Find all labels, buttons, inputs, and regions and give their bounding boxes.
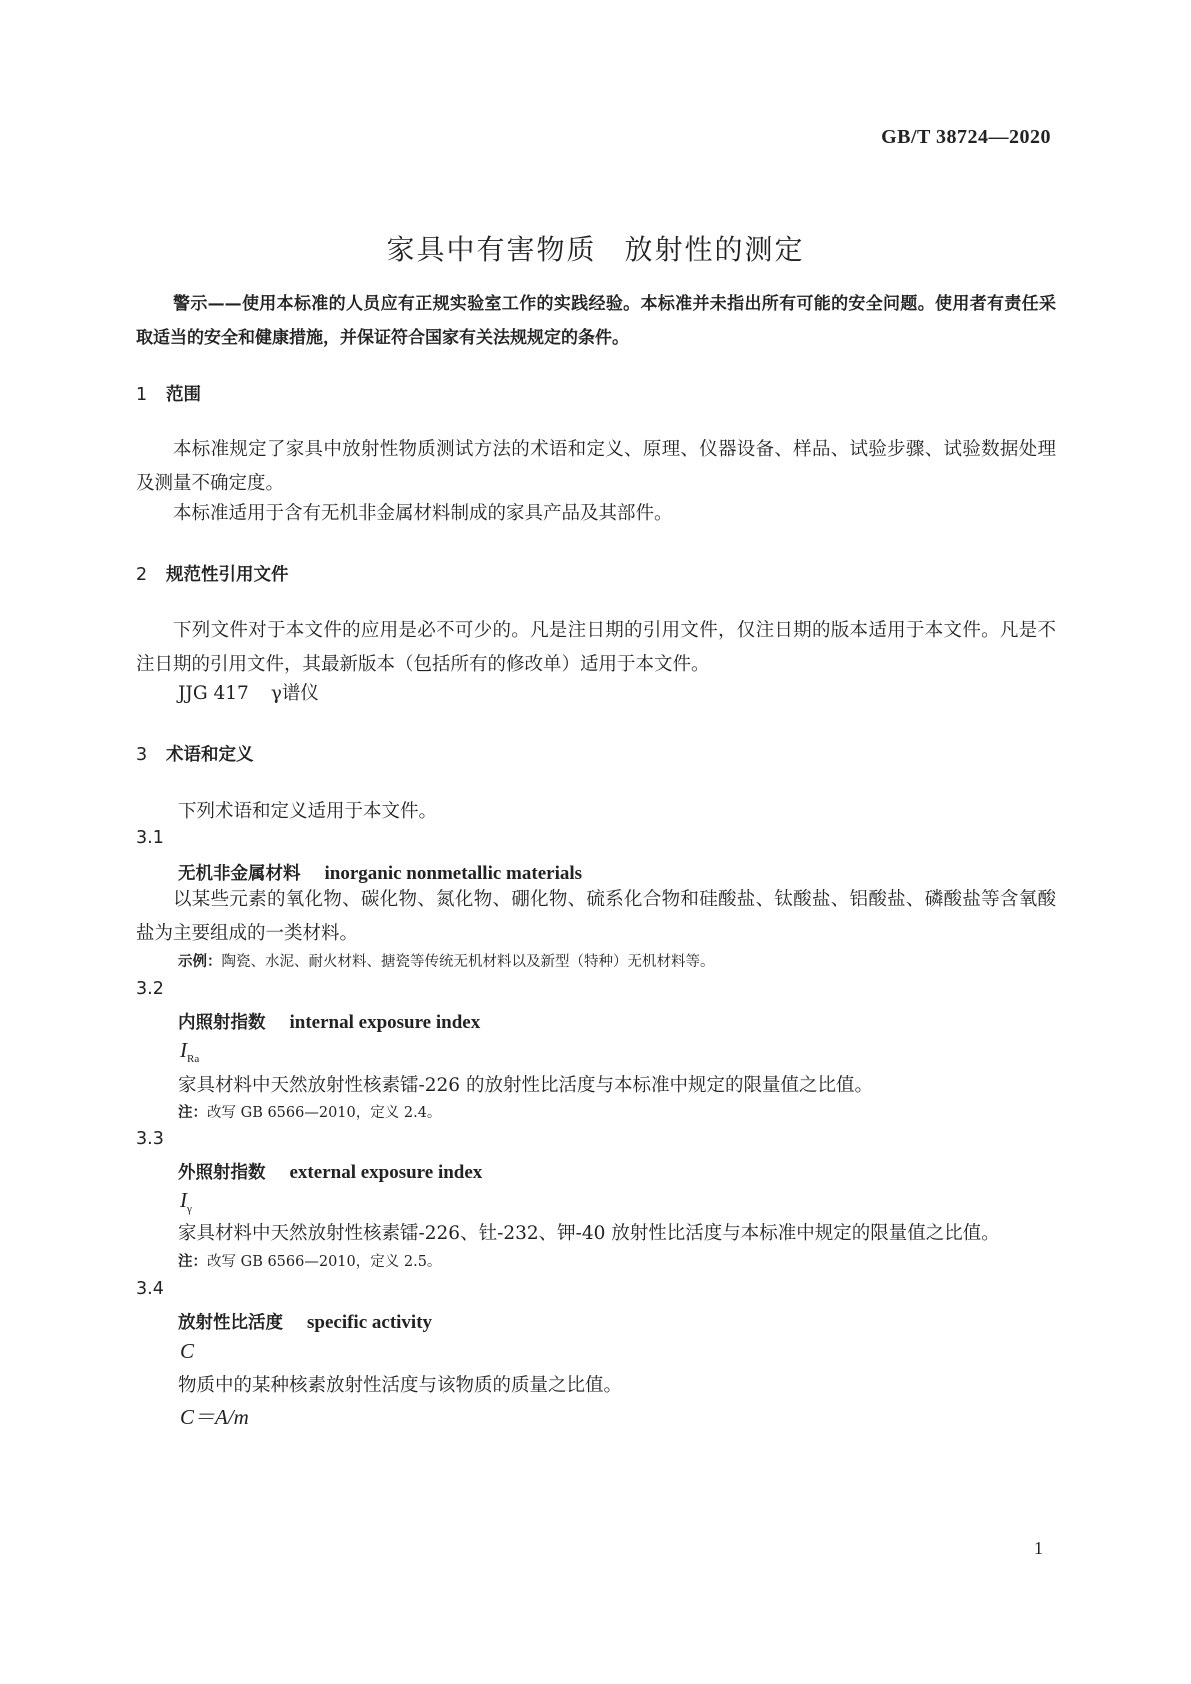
symbol-subscript: γ	[187, 1203, 192, 1216]
section-3-heading	[136, 741, 254, 766]
symbol-main: I	[180, 1038, 187, 1062]
term-symbol	[180, 1188, 192, 1215]
warning-paragraph: 警示——使用本标准的人员应有正规实验室工作的实践经验。本标准并未指出所有可能的安全问题。使用者有责任采取适当的安全和健康措施，并保证符合国家有关法规规定的条件。	[136, 294, 1056, 348]
title-part-2: 放射性的测定	[624, 233, 805, 266]
standard-code: GB/T 38724—2020	[881, 126, 1051, 148]
section-title: 术语和定义	[166, 745, 254, 765]
term-example	[178, 950, 715, 971]
term-symbol: C	[180, 1339, 195, 1363]
term-chinese: 无机非金属材料	[178, 864, 301, 884]
symbol-main: I	[180, 1188, 187, 1212]
term-heading	[178, 1009, 480, 1034]
section-title: 范围	[166, 385, 201, 405]
note-label: 注：	[178, 1254, 207, 1270]
term-english: specific activity	[307, 1312, 433, 1333]
term-definition: 物质中的某种核素放射性活度与该物质的质量之比值。	[178, 1375, 623, 1396]
example-label: 示例：	[178, 954, 222, 970]
section-1-heading	[136, 381, 201, 406]
section-3-intro: 下列术语和定义适用于本文件。	[178, 801, 438, 822]
reference-title: γ谱仪	[270, 683, 319, 704]
term-definition: 家具材料中天然放射性核素镭-226、钍-232、钾-40 放射性比活度与本标准中规定的限量值之比值。	[178, 1223, 1000, 1244]
term-english: external exposure index	[289, 1162, 483, 1183]
formula: C＝A/m	[180, 1405, 249, 1429]
term-heading	[178, 1309, 432, 1334]
section-number: 3	[136, 745, 148, 765]
section-2-paragraph-1: 下列文件对于本文件的应用是必不可少的。凡是注日期的引用文件，仅注日期的版本适用于本文件。凡是不注日期的引用文件，其最新版本（包括所有的修改单）适用于本文件。	[136, 620, 1056, 675]
term-definition: 以某些元素的氧化物、碳化物、氮化物、硼化物、硫系化合物和硅酸盐、钛酸盐、铝酸盐、磷酸盐等含氧酸盐为主要组成的一类材料。	[136, 889, 1056, 944]
term-symbol	[180, 1038, 199, 1065]
note-label: 注：	[178, 1105, 207, 1121]
section-1-paragraph-1: 本标准规定了家具中放射性物质测试方法的术语和定义、原理、仪器设备、样品、试验步骤、试验数据处理及测量不确定度。	[136, 439, 1056, 494]
term-note	[178, 1250, 441, 1271]
term-number: 3.2	[136, 979, 164, 999]
document-title	[0, 228, 1191, 268]
term-number: 3.1	[136, 828, 164, 848]
note-text: 改写 GB 6566—2010，定义 2.5。	[207, 1254, 442, 1270]
section-number: 2	[136, 565, 148, 585]
term-english: internal exposure index	[289, 1012, 481, 1033]
term-definition: 家具材料中天然放射性核素镭-226 的放射性比活度与本标准中规定的限量值之比值。	[178, 1075, 873, 1096]
term-number: 3.4	[136, 1279, 164, 1299]
term-note	[178, 1101, 441, 1122]
term-english: inorganic nonmetallic materials	[324, 863, 583, 884]
symbol-subscript: Ra	[187, 1053, 200, 1066]
section-title: 规范性引用文件	[166, 565, 289, 585]
term-heading	[178, 860, 582, 885]
section-1-paragraph-2: 本标准适用于含有无机非金属材料制成的家具产品及其部件。	[173, 503, 673, 524]
example-text: 陶瓷、水泥、耐火材料、搪瓷等传统无机材料以及新型（特种）无机材料等。	[221, 954, 715, 970]
term-chinese: 内照射指数	[178, 1013, 266, 1033]
term-number: 3.3	[136, 1129, 164, 1149]
section-number: 1	[136, 385, 148, 405]
reference-code: JJG 417	[178, 683, 249, 704]
term-heading	[178, 1159, 482, 1184]
note-text: 改写 GB 6566—2010，定义 2.4。	[207, 1105, 442, 1121]
term-chinese: 放射性比活度	[178, 1313, 283, 1333]
section-2-heading	[136, 561, 289, 586]
term-chinese: 外照射指数	[178, 1163, 266, 1183]
title-part-1: 家具中有害物质	[386, 233, 597, 266]
normative-reference	[178, 679, 319, 705]
page-number: 1	[1034, 1538, 1043, 1558]
